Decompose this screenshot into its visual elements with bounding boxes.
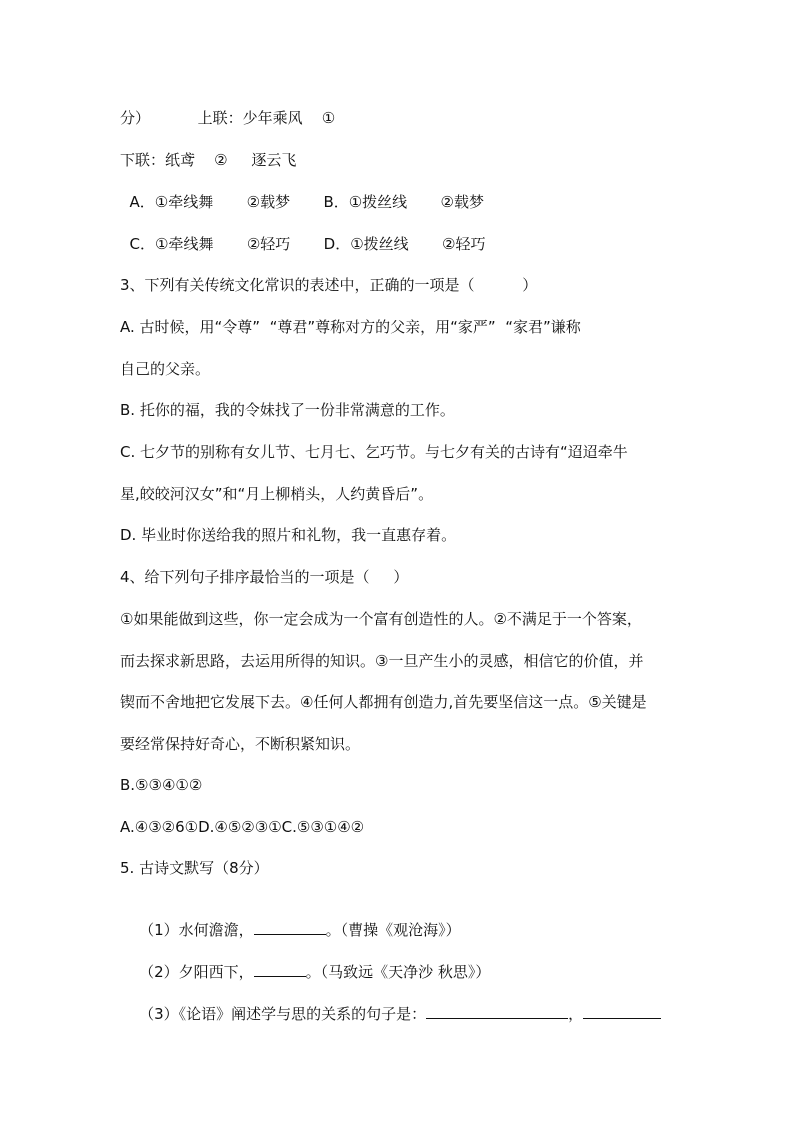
- question-4-text-4: 要经常保持好奇心，不断积紧知识。: [120, 735, 361, 753]
- question-4-text-3: 锲而不舍地把它发展下去。④任何人都拥有创造力,首先要坚信这一点。⑤关键是: [120, 693, 647, 711]
- question-4-options-adc: A.④③②6①D.④⑤②③①C.⑤③①④②: [120, 818, 365, 836]
- fill-item-3: [120, 984, 661, 1044]
- fill-item-2-prefix: （2）夕阳西下，: [139, 963, 254, 981]
- fill-item-3-comma: ，: [568, 1005, 584, 1023]
- question-4-stem: 4、给下列句子排序最恰当的一项是（ ）: [120, 568, 409, 586]
- question-4-text-2: 而去探求新思路，去运用所得的知识。③一旦产生小的灵感，相信它的价值，并: [120, 652, 644, 670]
- question-4-text-1: ①如果能做到这些，你一定会成为一个富有创造性的人。②不满足于一个答案，: [120, 610, 642, 628]
- couplet-lower-line: 下联：纸鸢 ② 逐云飞: [120, 151, 297, 169]
- answer-blank-3a[interactable]: [426, 1004, 568, 1019]
- question-3-option-a: A. 古时候，用“令尊” “尊君”尊称对方的父亲，用“家严” “家君”谦称: [120, 318, 581, 336]
- option-row-ab: A．①牵线舞 ②载梦 B．①拨丝线 ②载梦: [120, 193, 485, 211]
- question-4-option-b: B.⑤③④①②: [120, 776, 203, 794]
- answer-blank-1[interactable]: [254, 920, 326, 935]
- answer-blank-2[interactable]: [254, 962, 306, 977]
- answer-blank-3b[interactable]: [583, 1004, 661, 1019]
- fill-item-1-prefix: （1）水何澹澹，: [139, 921, 254, 939]
- fill-item-3-prefix: （3）《论语》阐述学与思的关系的句子是：: [139, 1005, 427, 1023]
- question-3-option-d: D. 毕业时你送给我的照片和礼物，我一直惠存着。: [120, 526, 457, 544]
- question-3-option-a-cont: 自己的父亲。: [120, 360, 211, 378]
- question-5-stem: 5. 古诗文默写（8分）: [120, 859, 269, 877]
- question-3-option-c-cont: 星,皎皎河汉女”和“月上柳梢头，人约黄昏后”。: [120, 485, 434, 503]
- fill-item-2-suffix: 。（马致远《天净沙 秋思》）: [305, 963, 491, 981]
- couplet-upper-line: 分） 上联：少年乘风 ①: [120, 109, 336, 127]
- question-3-option-c: C. 七夕节的别称有女儿节、七月七、乞巧节。与七夕有关的古诗有“迢迢牵牛: [120, 443, 628, 461]
- fill-item-1-suffix: 。（曹操《观沧海》）: [325, 921, 461, 939]
- question-3-option-b: B. 托你的福，我的令妹找了一份非常满意的工作。: [120, 401, 455, 419]
- option-row-cd: C．①牵线舞 ②轻巧 D．①拨丝线 ②轻巧: [120, 235, 486, 253]
- question-3-stem: 3、下列有关传统文化常识的表述中，正确的一项是（ ）: [120, 276, 538, 294]
